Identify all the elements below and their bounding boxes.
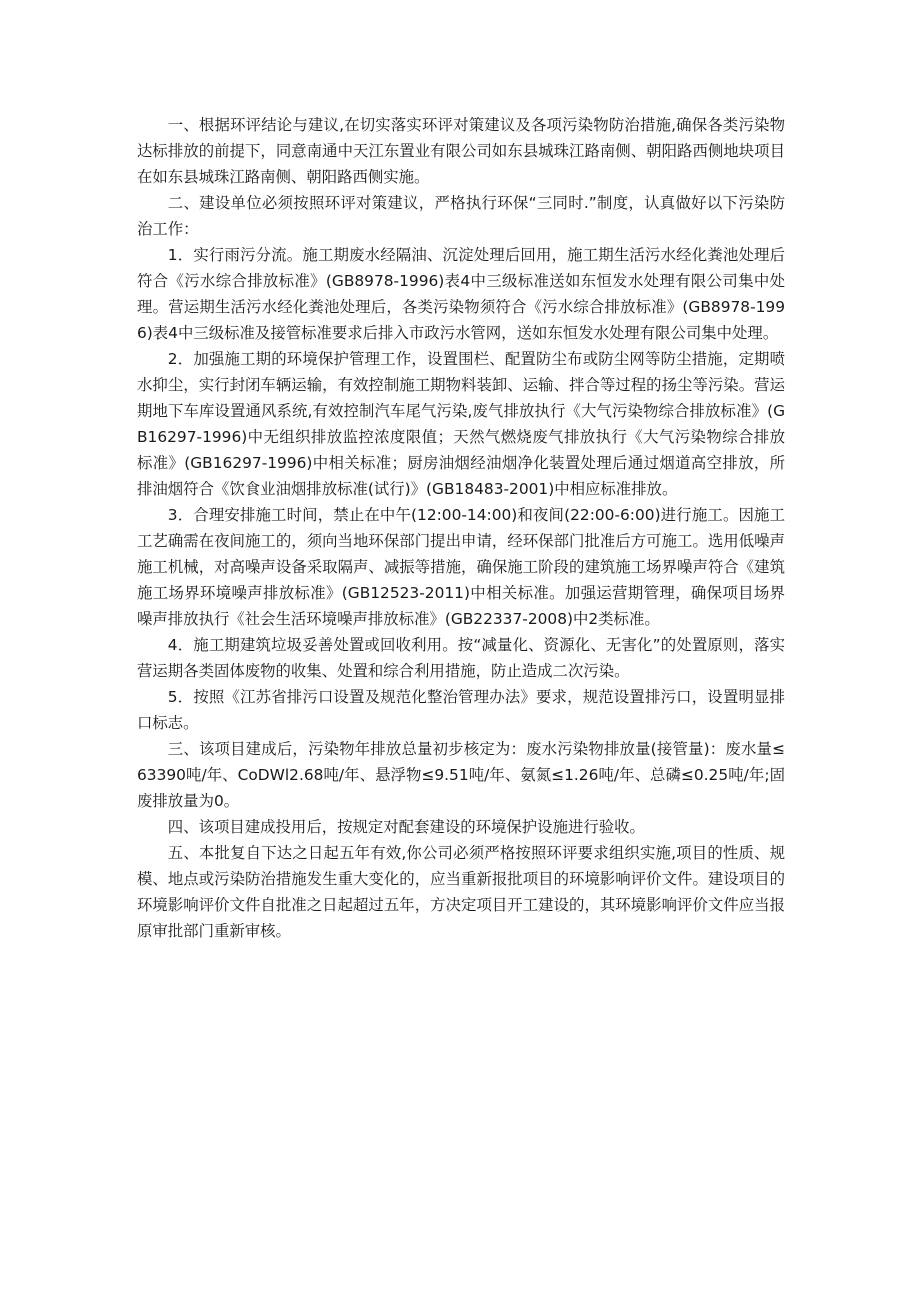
paragraph-4-acceptance: 四、该项目建成投用后，按规定对配套建设的环境保护设施进行验收。: [167, 818, 645, 836]
paragraph-item-2-air: 2．加强施工期的环境保护管理工作，设置围栏、配置防尘布或防尘网等防尘措施，定期喷水抑尘，实行封闭车辆运输，有效控制施工期物料装卸、运输、拌合等过程的扬尘等污染。营运期地下车库设置通风系统,有效控制汽车尾气污染,废气排放执行《大气污染物综合排放标准》(GB16297-1996)中无组织排放监控浓度限值；天然气燃烧废气排放执行《大气污染物综合排放标准》(GB16297-1996)中相关标准；厨房油烟经油烟净化装置处理后通过烟道高空排放，所排油烟符合《饮食业油烟排放标准(试行)》(GB18483-2001)中相应标准排放。: [137, 350, 785, 498]
paragraph-5-validity: 五、本批复自下达之日起五年有效,你公司必须严格按照环评要求组织实施,项目的性质、规模、地点或污染防治措施发生重大变化的，应当重新报批项目的环境影响评价文件。建设项目的环境影响评价文件自批准之日起超过五年，方决定项目开工建设的，其环境影响评价文件应当报原审批部门重新审核。: [137, 844, 785, 940]
paragraph-2-requirements: 二、建设单位必须按照环评对策建议，严格执行环保“三同时.”制度，认真做好以下污染防治工作：: [137, 194, 785, 238]
paragraph-3-emission-totals: 三、该项目建成后，污染物年排放总量初步核定为：废水污染物排放量(接管量)：废水量≤63390吨/年、CoDWl2.68吨/年、悬浮物≤9.51吨/年、氨氮≤1.26吨/年、总磷≤0.25吨/年;固废排放量为0。: [137, 740, 785, 810]
document-body: [137, 112, 785, 944]
paragraph-item-1-wastewater: 1．实行雨污分流。施工期废水经隔油、沉淀处理后回用，施工期生活污水经化粪池处理后符合《污水综合排放标准》(GB8978-1996)表4中三级标准送如东恒发水处理有限公司集中处理。营运期生活污水经化粪池处理后，各类污染物须符合《污水综合排放标准》(GB8978-1996)表4中三级标准及接管标准要求后排入市政污水管网，送如东恒发水处理有限公司集中处理。: [137, 246, 785, 342]
paragraph-1-approval: 一、根据环评结论与建议,在切实落实环评对策建议及各项污染物防治措施,确保各类污染物达标排放的前提下，同意南通中天江东置业有限公司如东县城珠江路南侧、朝阳路西侧地块项目在如东县城珠江路南侧、朝阳路西侧实施。: [137, 116, 785, 186]
paragraph-item-5-outlet: 5．按照《江苏省排污口设置及规范化整治管理办法》要求，规范设置排污口，设置明显排口标志。: [137, 688, 785, 732]
paragraph-item-3-noise: 3．合理安排施工时间，禁止在中午(12:00-14:00)和夜间(22:00-6:00)进行施工。因施工工艺确需在夜间施工的，须向当地环保部门提出申请，经环保部门批准后方可施工。选用低噪声施工机械，对高噪声设备采取隔声、减振等措施，确保施工阶段的建筑施工场界噪声符合《建筑施工场界环境噪声排放标准》(GB12523-2011)中相关标准。加强运营期管理，确保项目场界噪声排放执行《社会生活环境噪声排放标准》(GB22337-2008)中2类标准。: [137, 506, 785, 628]
paragraph-item-4-solid-waste: 4．施工期建筑垃圾妥善处置或回收利用。按“减量化、资源化、无害化”的处置原则，落实营运期各类固体废物的收集、处置和综合利用措施，防止造成二次污染。: [137, 636, 785, 680]
